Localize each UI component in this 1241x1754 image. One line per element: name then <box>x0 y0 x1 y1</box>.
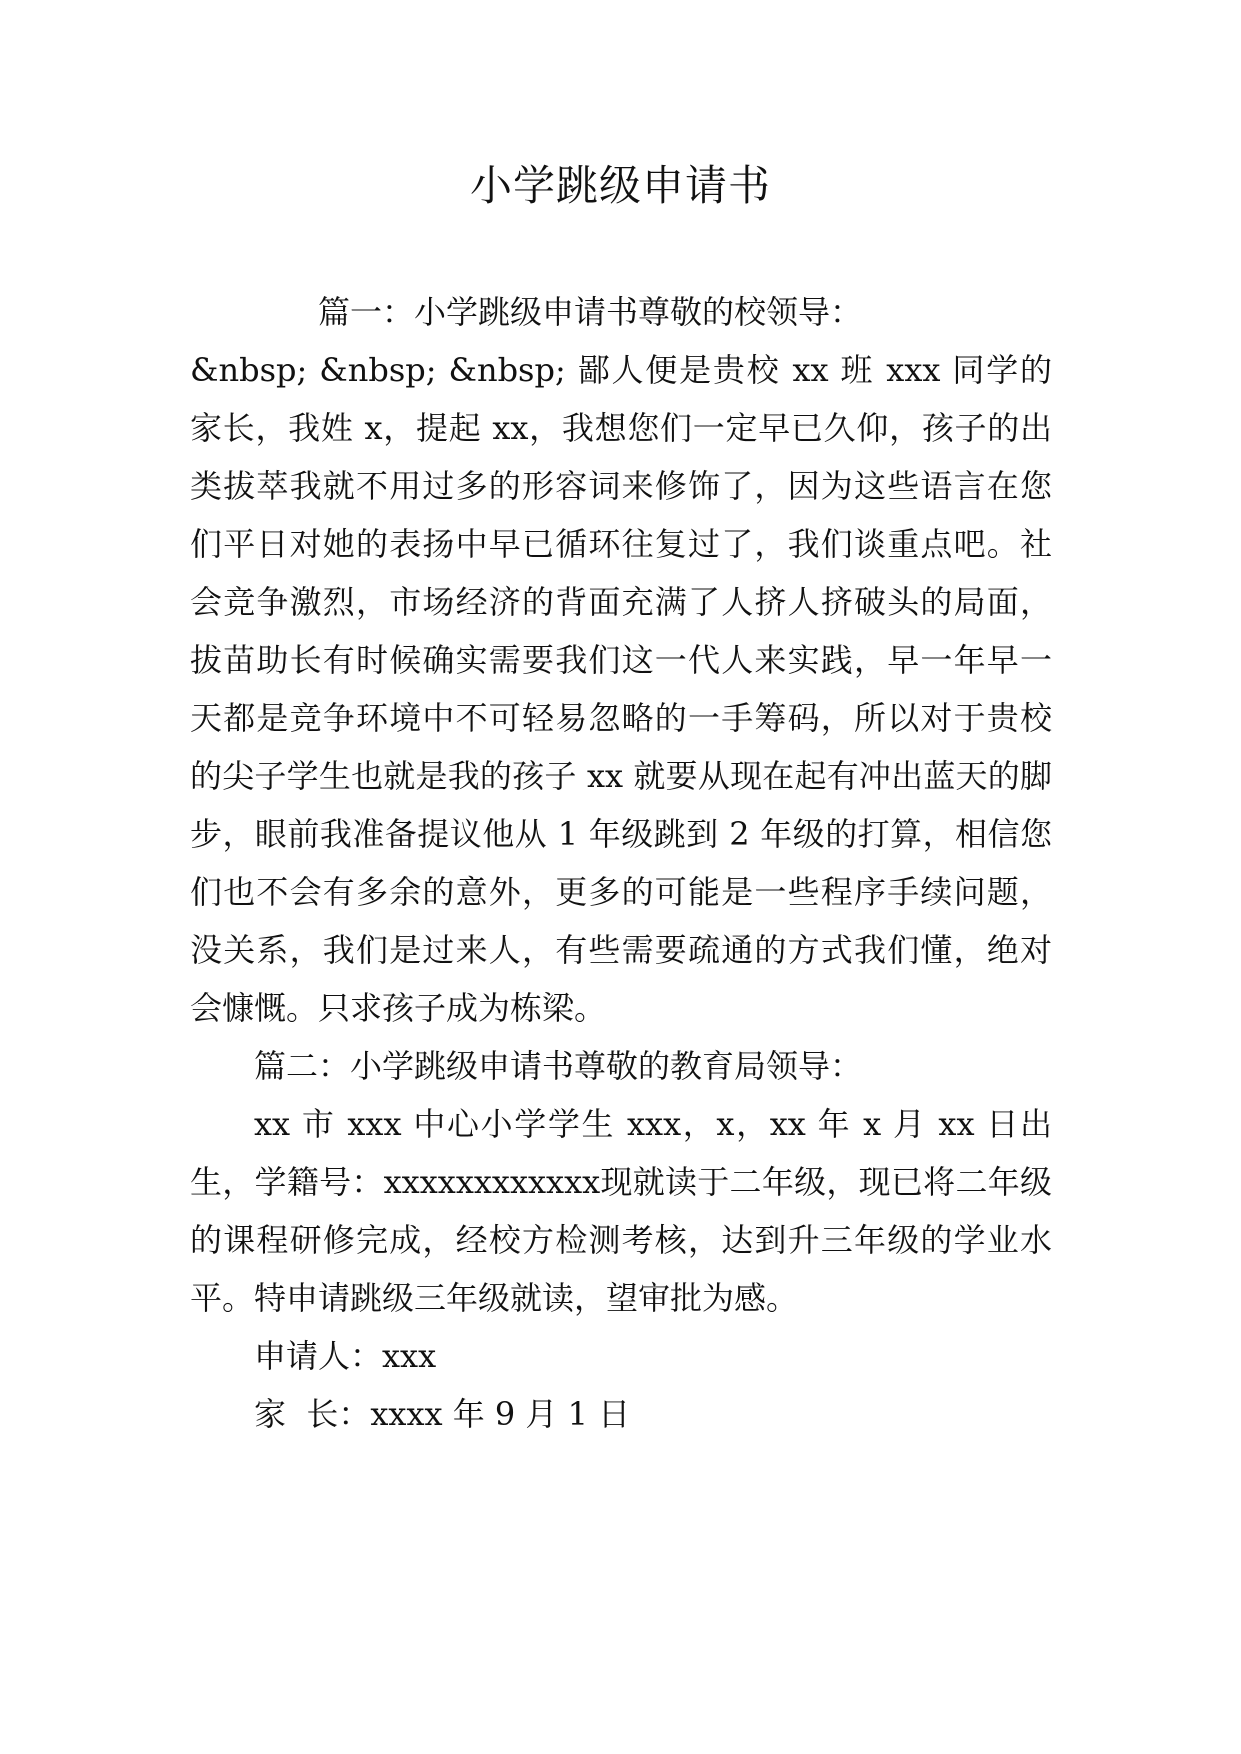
parent-signature-date: 家 长：xxxx 年 9 月 1 日 <box>254 1395 631 1433</box>
section-one-body: &nbsp; &nbsp; &nbsp; 鄙人便是贵校 xx 班 xxx 同学的家长，我姓 x，提起 xx，我想您们一定早已久仰，孩子的出类拔萃我就不用过多的形容词来修饰了，因为这些语言在您们平日对她的表扬中早已循环往复过了，我们谈重点吧。社会竞争激烈，市场经济的背面充满了人挤人挤破头的局面，拔苗助长有时候确实需要我们这一代人来实践，早一年早一天都是竞争环境中不可轻易忽略的一手筹码，所以对于贵校的尖子学生也就是我的孩子 xx 就要从现在起有冲出蓝天的脚步，眼前我准备提议他从 1 年级跳到 2 年级的打算，相信您们也不会有多余的意外，更多的可能是一些程序手续问题，没关系，我们是过来人，有些需要疏通的方式我们懂，绝对会慷慨。只求孩子成为栋梁。 <box>190 351 1052 1027</box>
section-one-heading: 篇一：小学跳级申请书尊敬的校领导： <box>318 293 863 331</box>
applicant-signature: 申请人：xxx <box>254 1337 437 1375</box>
section-two-body: xx 市 xxx 中心小学学生 xxx，x，xx 年 x 月 xx 日出生，学籍号：xxxxxxxxxxxx现就读于二年级，现已将二年级的课程研修完成，经校方检测考核，达到升三年级的学业水平。特申请跳级三年级就读，望审批为感。 <box>190 1105 1052 1317</box>
document-body <box>190 283 1052 1443</box>
document-title: 小学跳级申请书 <box>469 161 771 210</box>
section-two-heading: 篇二：小学跳级申请书尊敬的教育局领导： <box>254 1047 863 1085</box>
